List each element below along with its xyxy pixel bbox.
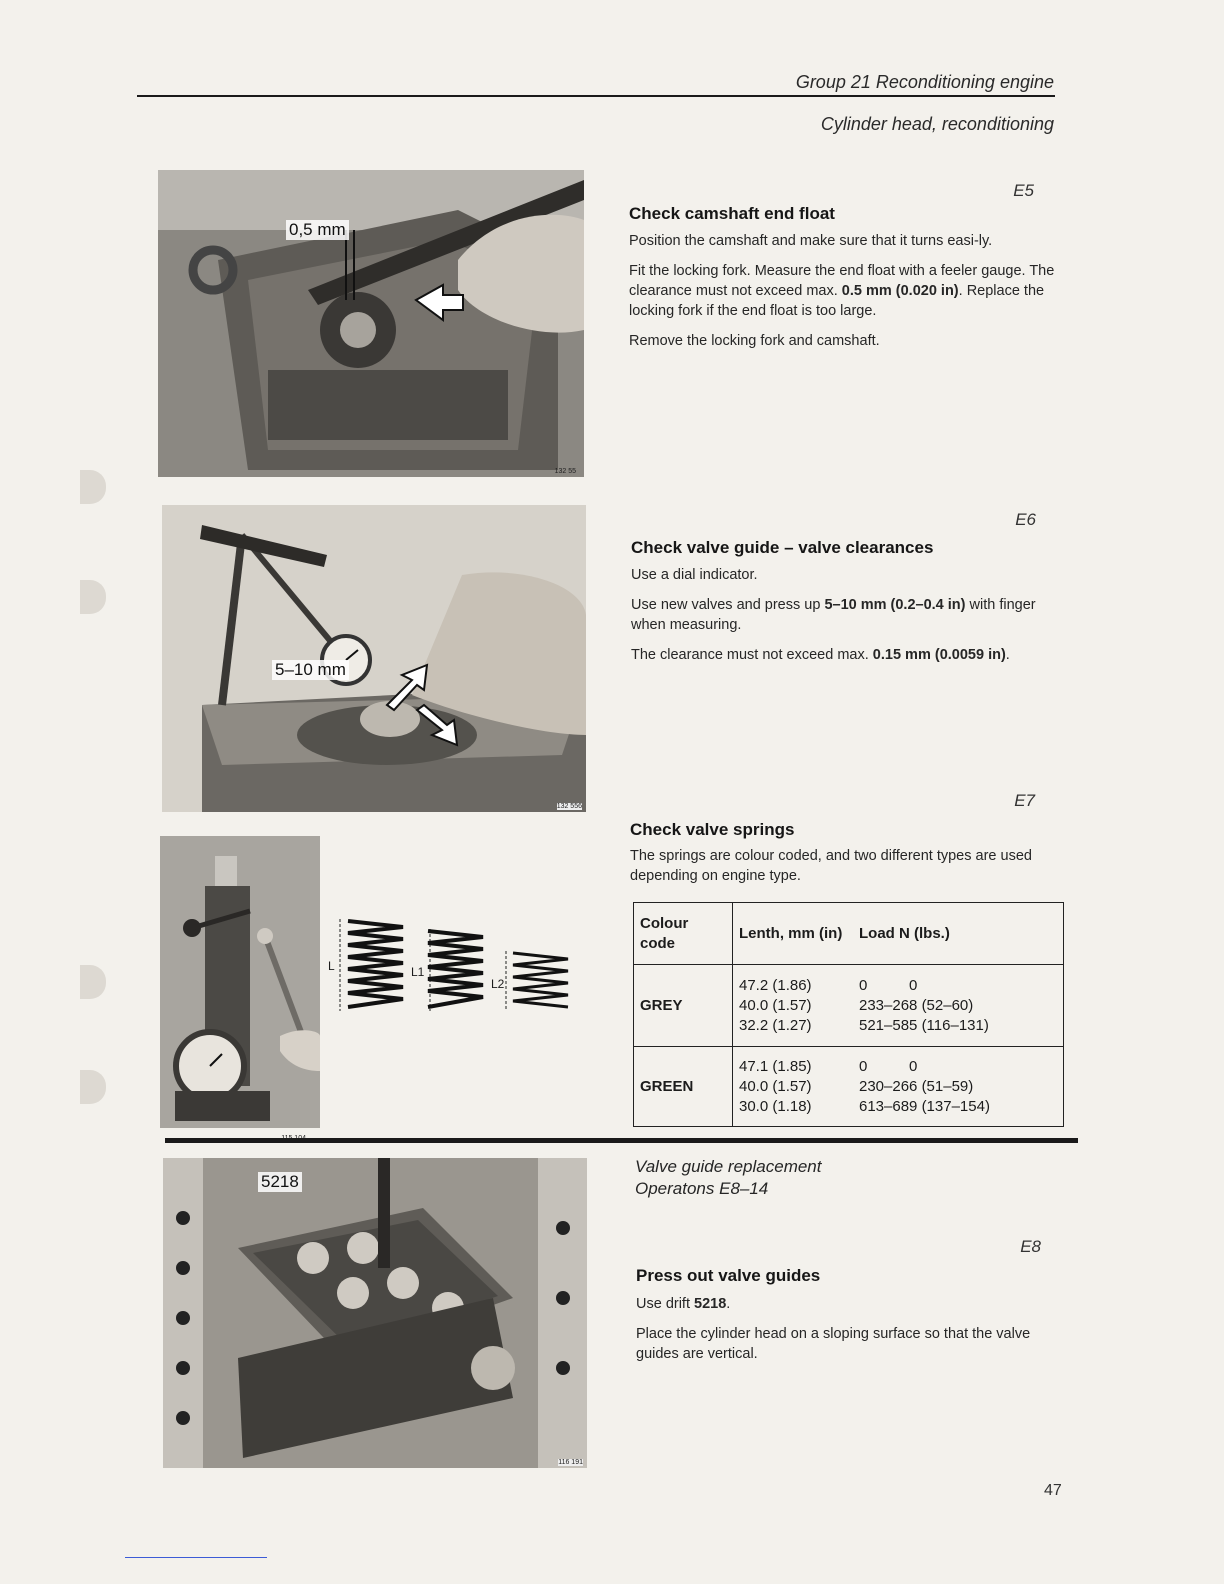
length-value: 47.1 (1.85)	[739, 1057, 812, 1075]
binder-hole	[80, 470, 106, 504]
load-value: 613–689 (137–154)	[859, 1097, 990, 1115]
load-value: 0 0	[859, 976, 918, 994]
load-value: 521–585 (116–131)	[859, 1016, 989, 1034]
binder-hole	[80, 580, 106, 614]
figure-ref: 132 55	[554, 468, 576, 475]
table-row-green-loads	[853, 1047, 1064, 1127]
length-value: 32.2 (1.27)	[739, 1016, 812, 1034]
text-run: Fit the locking fork. Measure the end float with a feeler gauge. The clearance must not exceed max.	[629, 263, 1055, 299]
footer-link-line	[125, 1557, 267, 1558]
operation-code-e8: E8	[1020, 1237, 1041, 1256]
bold-value: 5218	[694, 1296, 727, 1312]
valve-guide-replacement-note	[635, 1156, 822, 1200]
spring-label-free: L	[328, 959, 335, 973]
text-run: . Replace the locking fork if the end float is too large.	[629, 283, 1045, 319]
load-value: 233–268 (52–60)	[859, 996, 974, 1014]
bold-value: 0.15 mm (0.0059 in)	[872, 647, 1006, 663]
text-run: .	[726, 1296, 731, 1312]
e5-text	[629, 231, 1064, 351]
valve-lift-dimension-label: 5–10 mm	[272, 660, 349, 680]
load-value: 0 0	[859, 1057, 918, 1075]
operation-code-e6: E6	[1015, 510, 1036, 529]
spring-label-l2: L2	[491, 977, 505, 991]
heading-check-valve-springs: Check valve springs	[630, 820, 795, 839]
spring-label-l1: L1	[411, 965, 425, 979]
subheading-line: Valve guide replacement	[635, 1157, 822, 1176]
table-header-colour: Colour code	[634, 903, 733, 965]
header-rule	[137, 95, 1055, 97]
text-run: Use new valves and press up	[631, 597, 825, 613]
valve-guide-clearance-photo	[162, 505, 586, 812]
drift-tool-label: 5218	[258, 1172, 302, 1192]
length-value: 30.0 (1.18)	[739, 1097, 812, 1115]
valve-spring-table	[633, 902, 1064, 1127]
binder-hole	[80, 965, 106, 999]
camshaft-end-float-photo	[158, 170, 584, 477]
length-value: 40.0 (1.57)	[739, 996, 812, 1014]
e5-paragraph-3: Remove the locking fork and camshaft.	[629, 333, 880, 349]
table-row-grey-loads	[853, 965, 1064, 1047]
spring-length-diagram	[328, 915, 573, 1015]
length-value: 40.0 (1.57)	[739, 1077, 812, 1095]
e7-text	[630, 846, 1064, 886]
figure-ref: 132 556	[556, 803, 582, 810]
e8-paragraph-2: Place the cylinder head on a sloping surface so that the valve guides are vertical.	[636, 1326, 1031, 1362]
text-run: .	[1005, 647, 1010, 663]
table-header-length: Lenth, mm (in)	[733, 903, 854, 965]
subheading-line: Operatons E8–14	[635, 1179, 769, 1198]
text-run: The clearance must not exceed max.	[631, 647, 873, 663]
text-run: Use drift	[636, 1296, 695, 1312]
e6-paragraph-2	[631, 595, 1064, 635]
e8-text	[636, 1294, 1070, 1364]
e6-text	[631, 565, 1064, 665]
e5-paragraph-2	[629, 261, 1064, 321]
end-float-dimension-label: 0,5 mm	[286, 220, 349, 240]
operation-code-e5: E5	[1013, 181, 1034, 200]
e8-paragraph-1	[636, 1294, 1070, 1314]
load-value: 230–266 (51–59)	[859, 1077, 974, 1095]
page-number: 47	[1044, 1482, 1062, 1499]
text-run: with finger when measuring.	[631, 597, 1036, 633]
table-header-load: Load N (lbs.)	[853, 903, 1064, 965]
table-row-green-colour: GREEN	[634, 1047, 733, 1127]
e5-paragraph-1: Position the camshaft and make sure that it turns easi-ly.	[629, 233, 993, 249]
binder-hole	[80, 1070, 106, 1104]
figure-ref: 116 191	[558, 1459, 583, 1466]
section-divider	[165, 1138, 1078, 1143]
press-out-valve-guides-photo	[163, 1158, 587, 1468]
e6-paragraph-3	[631, 645, 1064, 665]
operation-code-e7: E7	[1014, 791, 1035, 810]
table-row-grey-colour: GREY	[634, 965, 733, 1047]
table-row-grey-lengths	[733, 965, 854, 1047]
group-title: Group 21 Reconditioning engine	[795, 72, 1054, 92]
heading-check-camshaft-end-float: Check camshaft end float	[629, 204, 835, 223]
e6-paragraph-1: Use a dial indicator.	[631, 567, 758, 583]
spring-tester-photo	[160, 836, 320, 1128]
heading-check-valve-guide-clearances: Check valve guide – valve clearances	[631, 538, 934, 557]
e7-paragraph-1: The springs are colour coded, and two different types are used depending on engine type.	[630, 848, 1032, 884]
length-value: 47.2 (1.86)	[739, 976, 812, 994]
bold-value: 0.5 mm (0.020 in)	[841, 283, 959, 299]
table-row-green-lengths	[733, 1047, 854, 1127]
section-title: Cylinder head, reconditioning	[820, 114, 1054, 134]
heading-press-out-valve-guides: Press out valve guides	[636, 1266, 821, 1285]
bold-value: 5–10 mm (0.2–0.4 in)	[824, 597, 966, 613]
